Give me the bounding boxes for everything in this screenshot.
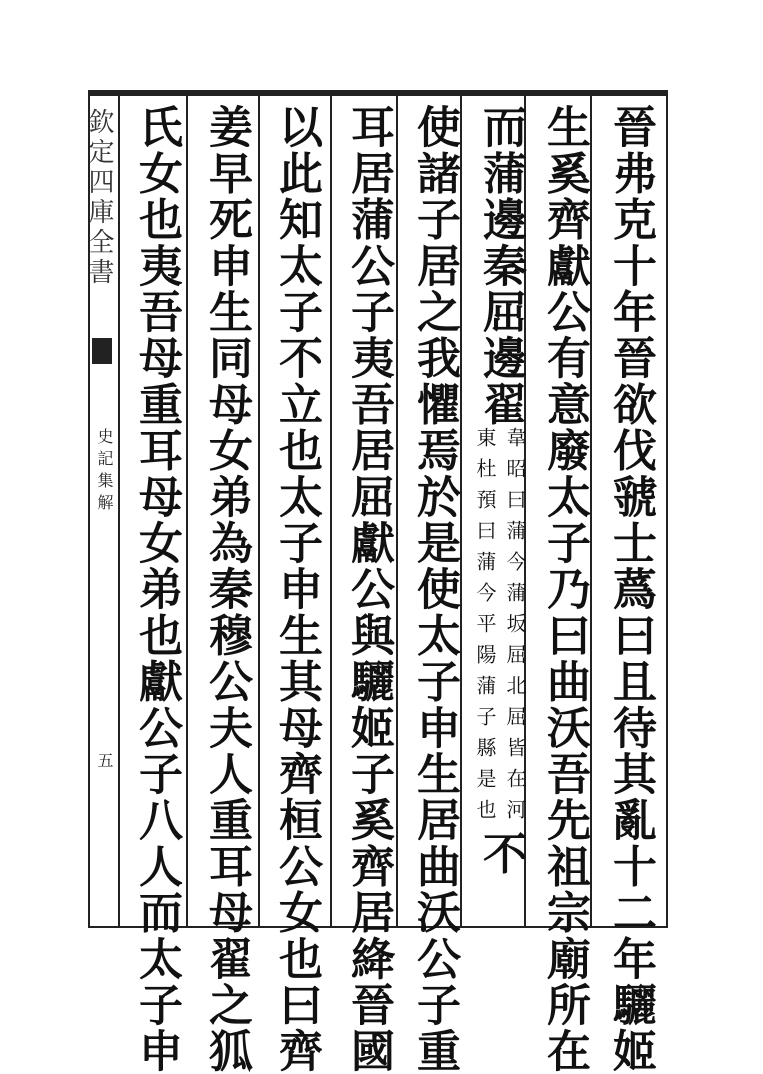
column-3-main: 而蒲邊秦屈邊翟	[475, 104, 526, 428]
text-column-4: 使諸子居之我懼焉於是使太子申生居曲沃公子重	[409, 104, 460, 1074]
margin-page-number: 五	[95, 752, 114, 768]
text-column-3	[466, 104, 530, 924]
column-divider	[330, 96, 332, 926]
column-3-tail: 不	[475, 830, 526, 877]
text-column-2: 生奚齊獻公有意廢太子乃曰曲沃吾先祖宗廟所在	[539, 104, 590, 1074]
column-divider	[258, 96, 260, 926]
frame-top-border	[88, 90, 668, 96]
commentary-note	[470, 427, 530, 830]
commentary-right: 韋昭曰蒲今蒲坂屈北屈皆在河	[503, 427, 527, 831]
text-column-8: 氏女也夷吾母重耳母女弟也獻公子八人而太子申	[131, 104, 182, 1074]
commentary-left: 東杜預曰蒲今平陽蒲子縣是也	[473, 427, 497, 831]
margin-divider	[118, 96, 120, 926]
text-column-7: 姜早死申生同母女弟為秦穆公夫人重耳母翟之狐	[201, 104, 252, 1074]
text-column-5: 耳居蒲公子夷吾居屈獻公與驪姬子奚齊居絳晉國	[343, 104, 394, 1074]
column-divider	[186, 96, 188, 926]
margin-book-title: 史記集解	[95, 428, 114, 516]
margin-title: 欽定四庫全書	[84, 108, 114, 288]
text-column-1: 晉弗克十年晉欲伐虢士蔿曰且待其亂十二年驪姬	[605, 104, 656, 1074]
fish-tail-mark	[92, 338, 112, 364]
text-column-6: 以此知太子不立也太子申生其母齊桓公女也曰齊	[271, 104, 322, 1074]
